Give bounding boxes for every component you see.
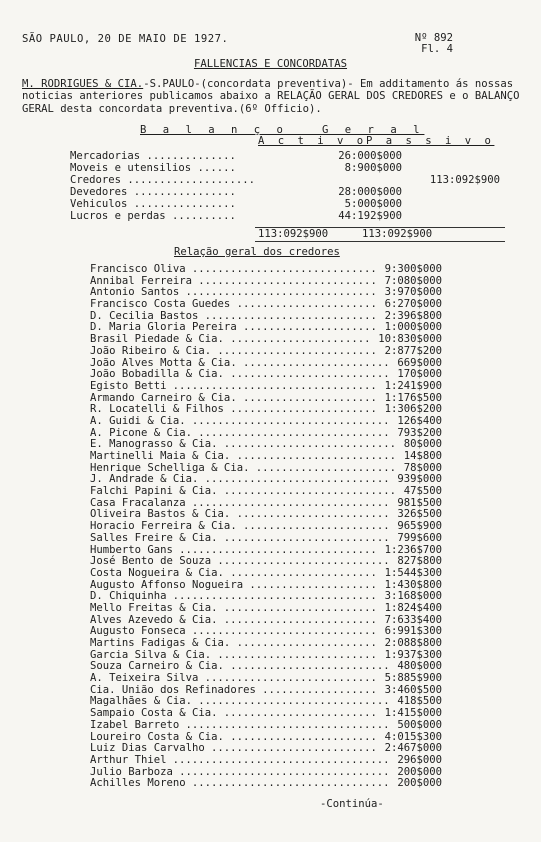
creditor-row: [90, 602, 442, 614]
dot-leader: ................................: [185, 718, 390, 731]
place-date: SÃO PAULO, 20 DE MAIO DE 1927.: [22, 33, 229, 45]
creditor-name: J. Andrade & Cia.: [90, 473, 199, 486]
creditor-amount: 78$000: [403, 461, 442, 474]
dot-leader: ...........................: [223, 438, 397, 451]
creditor-amount: 981$500: [397, 496, 442, 509]
dot-leader: ........................: [223, 707, 377, 720]
creditor-amount: 4:015$300: [384, 730, 442, 743]
creditor-amount: 6:991$300: [384, 625, 442, 638]
creditor-amount: 296$000: [397, 753, 442, 766]
creditor-amount: 1:430$800: [384, 578, 442, 591]
dot-leader: .................................: [179, 765, 390, 778]
creditor-row: [90, 532, 442, 544]
creditor-name: Salles Freire & Cia.: [90, 531, 218, 544]
dot-leader: .............................: [191, 263, 377, 275]
creditor-name: A. Picone & Cia.: [90, 426, 193, 439]
creditor-row: [90, 415, 442, 427]
creditor-row: [90, 298, 442, 310]
creditor-name: Martinelli Maia & Cia.: [90, 450, 231, 462]
creditor-amount: 827$800: [397, 555, 442, 568]
creditor-row: [90, 392, 442, 404]
firm-name: M. RODRIGUES & CIA.: [22, 78, 144, 90]
creditor-row: [90, 684, 442, 696]
creditor-row: [90, 754, 442, 766]
dot-leader: ..........................: [211, 742, 377, 755]
creditor-amount: 1:000$000: [384, 321, 442, 334]
creditor-row: [90, 508, 442, 520]
creditor-amount: 6:270$000: [384, 298, 442, 311]
balance-row: [70, 198, 470, 210]
creditor-row: [90, 637, 442, 649]
creditor-name: Oliveira Bastos & Cia.: [90, 508, 231, 521]
creditor-row: [90, 321, 442, 333]
creditor-name: D. Chiquinha: [90, 590, 167, 603]
creditor-name: Francisco Oliva: [90, 263, 186, 275]
creditor-name: João Ribeiro & Cia.: [90, 344, 212, 357]
balance-rows: [70, 150, 500, 222]
dot-leader: .........................: [236, 450, 397, 462]
creditor-row: [90, 345, 442, 357]
dot-leader: ........................: [223, 601, 377, 614]
dot-leader: ..............................: [198, 695, 390, 708]
creditor-name: Annibal Ferreira: [90, 274, 193, 287]
creditor-name: Casa Fracalanza: [90, 496, 186, 509]
creditor-amount: 200$000: [397, 765, 442, 778]
balance-row-activo: 26:000$000: [338, 150, 402, 162]
creditor-amount: 10:830$000: [378, 333, 442, 346]
creditor-amount: 669$000: [397, 356, 442, 369]
creditor-row: [90, 742, 442, 754]
creditor-name: Martins Fadigas & Cia.: [90, 637, 231, 649]
creditor-row: [90, 473, 442, 485]
creditor-row: [90, 310, 442, 322]
creditor-row: [90, 357, 442, 369]
balance-row: [70, 186, 470, 198]
dot-leader: .........................: [217, 344, 377, 357]
creditor-amount: 170$000: [397, 368, 442, 381]
creditor-amount: 3:168$000: [384, 590, 442, 603]
creditor-name: Garcia Silva & Cia.: [90, 648, 212, 661]
creditor-name: Humberto Gans: [90, 543, 173, 556]
balance-row-label: Mercadorias ..............: [70, 150, 236, 162]
balance-row-activo: 44:192$900: [338, 210, 402, 222]
creditor-name: Antonio Santos: [90, 286, 180, 299]
creditor-amount: 1:937$300: [384, 648, 442, 661]
creditor-name: D. Maria Gloria Pereira: [90, 321, 237, 334]
creditor-name: Loureiro Costa & Cia.: [90, 730, 224, 743]
creditor-amount: 2:877$200: [384, 344, 442, 357]
dot-leader: ........................: [223, 613, 377, 626]
creditor-name: Cia. União dos Refinadores: [90, 683, 256, 696]
creditor-name: Brasil Piedade & Cia.: [90, 333, 224, 346]
creditor-row: [90, 427, 442, 439]
creditor-amount: 326$500: [397, 508, 442, 521]
sheet-number: Fl. 4: [421, 43, 453, 55]
passivo-heading: P a s s i v o: [366, 135, 495, 147]
creditor-amount: 80$000: [403, 438, 442, 451]
creditor-row: [90, 719, 442, 731]
creditor-name: Achilles Moreno: [90, 777, 186, 790]
balance-row: [70, 210, 470, 222]
creditor-name: Mello Freitas & Cia.: [90, 601, 218, 614]
dot-leader: ..........................: [223, 531, 390, 544]
creditor-row: [90, 286, 442, 298]
balance-row-label: Credores ....................: [70, 174, 255, 186]
creditor-name: R. Locatelli & Filhos: [90, 403, 224, 416]
creditor-row: [90, 368, 442, 380]
creditor-row: [90, 707, 442, 719]
creditor-amount: 5:885$900: [384, 672, 442, 685]
creditor-amount: 2:088$800: [384, 637, 442, 649]
creditor-row: [90, 731, 442, 743]
creditor-name: Egisto Betti: [90, 379, 167, 392]
creditor-amount: 9:300$000: [384, 263, 442, 275]
creditor-row: [90, 520, 442, 532]
dot-leader: ............................: [198, 274, 377, 287]
creditor-amount: 14$800: [403, 450, 442, 462]
dot-leader: ........................: [236, 508, 390, 521]
creditor-amount: 799$600: [397, 531, 442, 544]
creditor-row: [90, 590, 442, 602]
creditor-amount: 3:970$000: [384, 286, 442, 299]
creditor-amount: 418$500: [397, 695, 442, 708]
total-passivo: 113:092$900: [362, 228, 433, 240]
creditor-amount: 126$400: [397, 414, 442, 427]
balance-row-label: Devedores ................: [70, 186, 236, 198]
dot-leader: .......................: [230, 403, 377, 416]
dot-leader: ..............................: [185, 286, 377, 299]
creditor-name: Alves Azevedo & Cia.: [90, 613, 218, 626]
intro-paragraph: [22, 78, 532, 115]
creditor-row: [90, 333, 442, 345]
dot-leader: .......................: [242, 356, 390, 369]
dot-leader: .....................: [242, 321, 377, 334]
balance-row-activo: 28:000$000: [338, 186, 402, 198]
balance-row: [70, 150, 470, 162]
creditor-row: [90, 614, 442, 626]
creditor-row: [90, 766, 442, 778]
creditor-amount: 965$900: [397, 520, 442, 533]
dot-leader: ..................: [262, 683, 377, 696]
dot-leader: .......................: [230, 730, 377, 743]
balance-row: [70, 162, 470, 174]
balance-row-activo: 8:900$000: [344, 162, 402, 174]
creditor-amount: 3:460$500: [384, 683, 442, 696]
creditor-amount: 7:080$000: [384, 274, 442, 287]
dot-leader: ...........................: [204, 672, 377, 685]
total-activo: 113:092$900: [258, 228, 329, 240]
dot-leader: ..................................: [172, 753, 390, 766]
creditor-row: [90, 497, 442, 509]
balance-row: [70, 174, 500, 186]
creditors-title: Relação geral dos credores: [174, 246, 340, 258]
dot-leader: ......................: [236, 637, 377, 649]
dot-leader: .....................: [242, 391, 377, 404]
creditors-list: [90, 263, 442, 789]
creditor-name: José Bento de Souza: [90, 555, 212, 568]
creditor-row: [90, 672, 442, 684]
creditor-amount: 2:467$000: [384, 742, 442, 755]
creditor-amount: 1:306$200: [384, 403, 442, 416]
creditor-row: [90, 579, 442, 591]
creditor-name: E. Manograsso & Cia.: [90, 438, 218, 451]
balance-title: B a l a n ç o G e r a l: [140, 124, 425, 136]
balance-row-label: Vehiculos ................: [70, 198, 236, 210]
dot-leader: ................................: [172, 379, 377, 392]
creditor-row: [90, 485, 442, 497]
dot-leader: ...........................: [223, 485, 397, 498]
creditor-amount: 793$200: [397, 426, 442, 439]
dot-leader: ...............................: [191, 496, 390, 509]
creditor-amount: 2:396$800: [384, 309, 442, 322]
creditor-name: Augusto Affonso Nogueira: [90, 578, 244, 591]
dot-leader: ...............................: [179, 543, 377, 556]
section-title: FALLENCIAS E CONCORDATAS: [193, 58, 348, 70]
creditor-amount: 500$000: [397, 718, 442, 731]
creditor-name: Izabel Barreto: [90, 718, 180, 731]
creditor-row: [90, 649, 442, 661]
creditor-name: Henrique Schelliga & Cia.: [90, 461, 250, 474]
creditor-row: [90, 544, 442, 556]
intro-text: -S.PAULO-(concordata preventiva)- Em additamento ás nossas noticias anteriores publicamos abaixo a RELAÇÃO GERAL DOS CREDORES e o BALANÇO GERAL desta concordata preventiva.(6º Officio).: [22, 78, 520, 115]
creditor-amount: 1:176$500: [384, 391, 442, 404]
dot-leader: ....................: [249, 578, 377, 591]
creditor-row: [90, 555, 442, 567]
creditor-amount: 1:236$700: [384, 543, 442, 556]
bulletin-number: Nº 892: [414, 32, 453, 44]
creditor-name: Falchi Papini & Cia.: [90, 485, 218, 498]
creditor-amount: 7:633$400: [384, 613, 442, 626]
dot-leader: ......................: [236, 298, 377, 311]
creditor-name: A. Teixeira Silva: [90, 672, 199, 685]
creditor-row: [90, 660, 442, 672]
creditor-amount: 1:824$400: [384, 601, 442, 614]
dot-leader: ...............................: [191, 414, 390, 427]
dot-leader: .............................: [204, 473, 390, 486]
continues-note: -Continúa-: [320, 798, 384, 810]
dot-leader: ................................: [172, 590, 377, 603]
creditor-amount: 1:241$900: [384, 379, 442, 392]
balance-row-label: Moveis e utensilios ......: [70, 162, 236, 174]
creditor-row: [90, 275, 442, 287]
dot-leader: .........................: [217, 648, 377, 661]
creditor-row: [90, 777, 442, 789]
creditor-name: A. Guidi & Cia.: [90, 414, 186, 427]
creditor-row: [90, 450, 442, 462]
creditor-name: D. Cecilia Bastos: [90, 309, 199, 322]
dot-leader: ..............................: [198, 426, 390, 439]
balance-row-passivo: 113:092$900: [429, 174, 500, 186]
creditor-name: Sampaio Costa & Cia.: [90, 707, 218, 720]
creditor-name: Costa Nogueira & Cia.: [90, 566, 224, 579]
dot-leader: .......................: [242, 520, 390, 533]
creditor-row: [90, 567, 442, 579]
creditor-amount: 1:415$000: [384, 707, 442, 720]
dot-leader: .......................: [230, 566, 377, 579]
dot-leader: ...........................: [217, 555, 390, 568]
dot-leader: .........................: [230, 368, 390, 381]
creditor-amount: 480$000: [397, 660, 442, 673]
creditor-row: [90, 462, 442, 474]
creditor-amount: 939$000: [397, 473, 442, 486]
dot-leader: ......................: [255, 461, 397, 474]
creditor-name: Julio Barboza: [90, 765, 173, 778]
creditor-name: Arthur Thiel: [90, 753, 167, 766]
creditor-name: Magalhães & Cia.: [90, 695, 193, 708]
creditor-name: João Alves Motta & Cia.: [90, 356, 237, 369]
creditor-amount: 200$000: [397, 777, 442, 790]
creditor-name: Horacio Ferreira & Cia.: [90, 520, 237, 533]
dot-leader: .............................: [191, 625, 377, 638]
activo-heading: A c t i v o: [258, 135, 367, 147]
dot-leader: ...............................: [191, 777, 390, 790]
total-rule-bottom: [255, 241, 505, 242]
creditor-name: João Bobadilla & Cia.: [90, 368, 224, 381]
creditor-row: [90, 380, 442, 392]
creditor-amount: 1:544$300: [384, 566, 442, 579]
balance-row-activo: 5:000$000: [344, 198, 402, 210]
creditor-amount: 47$500: [403, 485, 442, 498]
creditor-name: Augusto Fonseca: [90, 625, 186, 638]
dot-leader: ...........................: [204, 309, 377, 322]
creditor-name: Souza Carneiro & Cia.: [90, 660, 224, 673]
creditor-row: [90, 403, 442, 415]
creditor-name: Armando Carneiro & Cia.: [90, 391, 237, 404]
creditor-row: [90, 263, 442, 275]
dot-leader: ......................: [230, 333, 371, 346]
creditor-row: [90, 625, 442, 637]
creditor-name: Luiz Dias Carvalho: [90, 742, 205, 755]
creditor-row: [90, 438, 442, 450]
dot-leader: .........................: [230, 660, 390, 673]
balance-row-label: Lucros e perdas ..........: [70, 210, 236, 222]
creditor-row: [90, 695, 442, 707]
creditor-name: Francisco Costa Guedes: [90, 298, 231, 311]
